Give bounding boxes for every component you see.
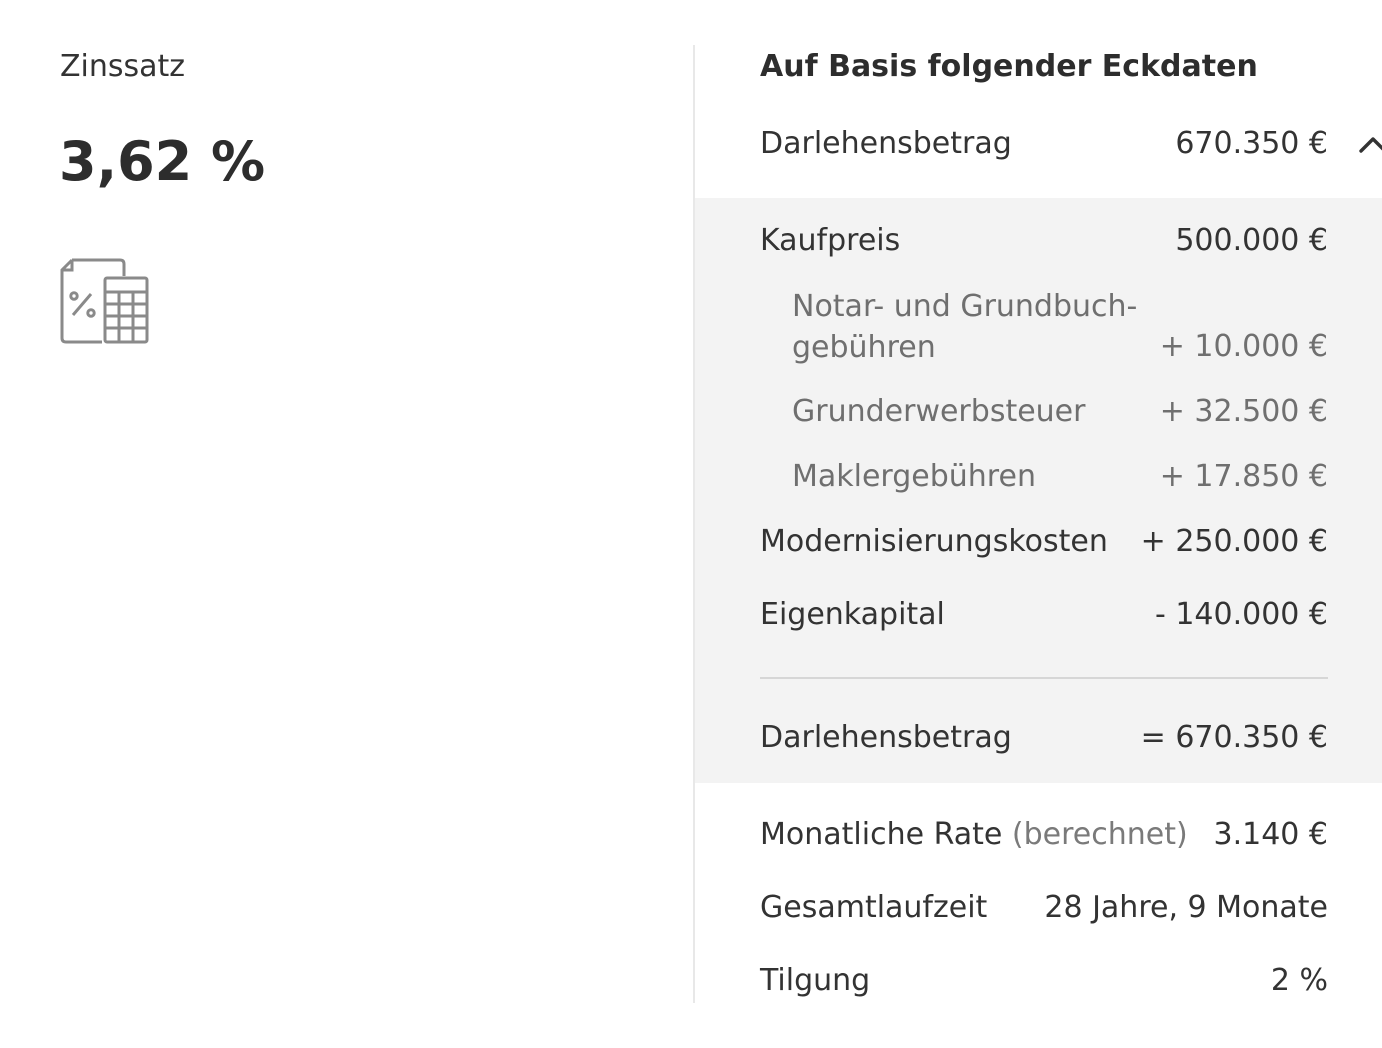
monthly-rate-label xyxy=(760,815,1188,855)
broker-fees-label: Maklergebühren xyxy=(792,459,1036,494)
transfer-tax-value: + 32.500 € xyxy=(1159,394,1328,429)
key-data-title: Auf Basis folgender Eckdaten xyxy=(760,49,1258,84)
purchase-price-value: 500.000 € xyxy=(1175,223,1328,258)
notary-fees-value: + 10.000 € xyxy=(1159,329,1328,364)
loan-total-row xyxy=(760,718,1328,758)
transfer-tax-label: Grunderwerbsteuer xyxy=(792,394,1086,429)
notary-fees-row xyxy=(760,327,1328,367)
equity-label: Eigenkapital xyxy=(760,597,945,632)
monthly-rate-value: 3.140 € xyxy=(1213,817,1328,852)
document-percent-calculator-icon xyxy=(58,256,152,346)
notary-fees-label-line2: gebühren xyxy=(792,330,936,365)
total-term-row xyxy=(760,888,1328,928)
chevron-up-icon[interactable] xyxy=(1358,132,1382,156)
loan-amount-value: 670.350 € xyxy=(1175,126,1328,161)
repayment-label: Tilgung xyxy=(760,963,871,998)
monthly-rate-label-text: Monatliche Rate xyxy=(760,817,1003,852)
modernization-label: Modernisierungskosten xyxy=(760,524,1108,559)
interest-rate-value: 3,62 % xyxy=(59,130,266,193)
loan-total-value: = 670.350 € xyxy=(1140,720,1328,755)
sum-divider xyxy=(760,677,1328,679)
equity-row xyxy=(760,595,1328,635)
repayment-value: 2 % xyxy=(1270,963,1328,998)
key-data-panel xyxy=(695,0,1382,1048)
loan-amount-label: Darlehensbetrag xyxy=(760,126,1012,161)
broker-fees-value: + 17.850 € xyxy=(1159,459,1328,494)
transfer-tax-row xyxy=(760,392,1328,432)
repayment-row xyxy=(760,961,1328,1001)
loan-amount-toggle[interactable] xyxy=(760,124,1382,164)
loan-total-label: Darlehensbetrag xyxy=(760,720,1012,755)
monthly-rate-row xyxy=(760,815,1328,855)
total-term-value: 28 Jahre, 9 Monate xyxy=(1044,890,1328,925)
monthly-rate-note: (berechnet) xyxy=(1011,817,1188,852)
purchase-price-label: Kaufpreis xyxy=(760,223,901,258)
modernization-value: + 250.000 € xyxy=(1140,524,1328,559)
purchase-price-row xyxy=(760,221,1328,261)
interest-rate-label: Zinssatz xyxy=(60,49,186,84)
modernization-row xyxy=(760,522,1328,562)
total-term-label: Gesamtlaufzeit xyxy=(760,890,988,925)
equity-value: - 140.000 € xyxy=(1154,597,1328,632)
notary-fees-label-line1: Notar- und Grundbuch- xyxy=(792,289,1138,324)
broker-fees-row xyxy=(760,457,1328,497)
